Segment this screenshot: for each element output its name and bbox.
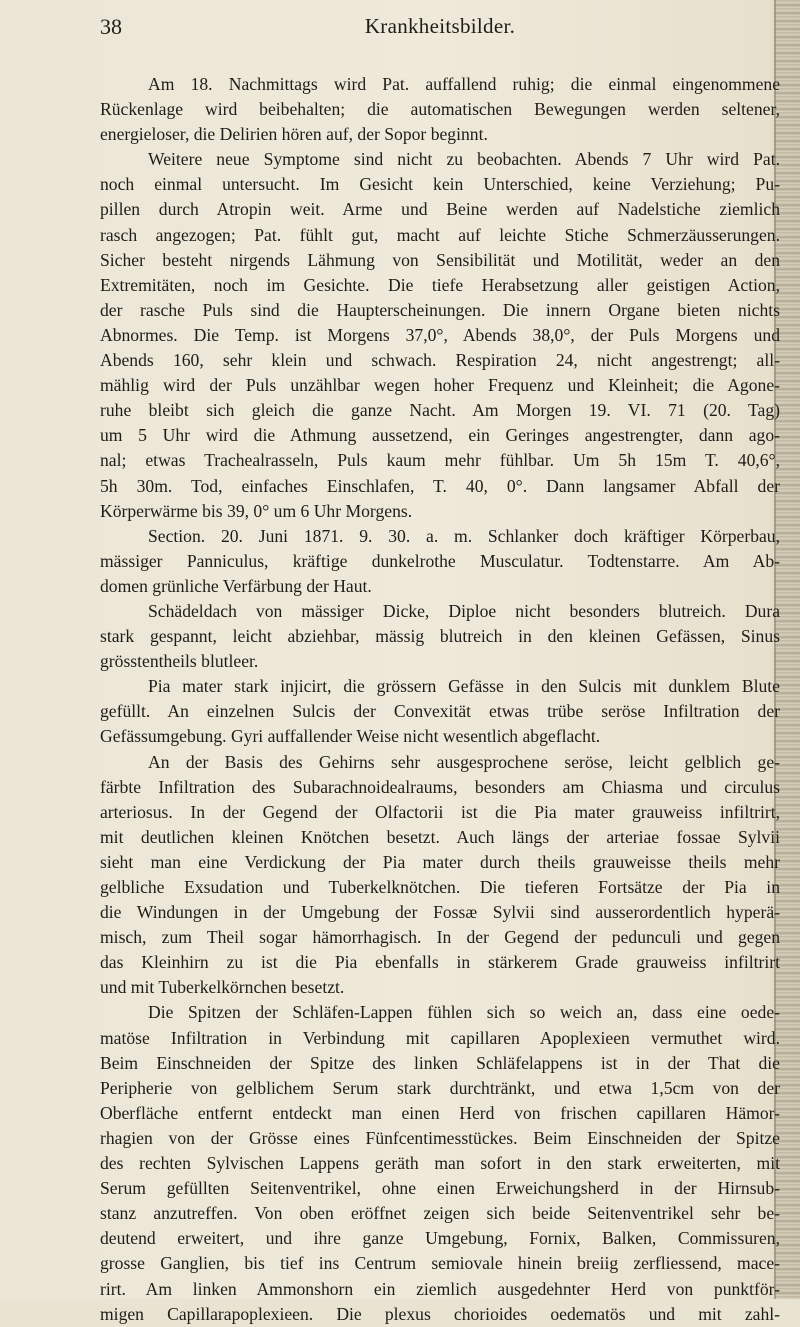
text-line: deutend erweitert, und ihre ganze Umgebung, Fornix, Balken, Commissuren, bbox=[100, 1228, 780, 1249]
text-line: Section. 20. Juni 1871. 9. 30. a. m. Schlanker doch kräftiger Körperbau, bbox=[148, 525, 780, 546]
text-line: 5h 30m. Tod, einfaches Einschlafen, T. 40, 0°. Dann langsamer Abfall der bbox=[100, 475, 780, 496]
text-line: Die Spitzen der Schläfen-Lappen fühlen sich so weich an, dass eine oede- bbox=[148, 1002, 780, 1023]
text-line: arteriosus. In der Gegend der Olfactorii ist die Pia mater grauweiss infiltrirt, bbox=[100, 801, 780, 822]
text-line: energieloser, die Delirien hören auf, der Sopor beginnt. bbox=[100, 124, 488, 145]
text-line: rasch angezogen; Pat. fühlt gut, macht auf leichte Stiche Schmerzäusserungen. bbox=[100, 224, 780, 245]
text-line: Schädeldach von mässiger Dicke, Diploe nicht besonders blutreich. Dura bbox=[148, 600, 780, 621]
text-line: des rechten Sylvischen Lappens geräth man sofort in den stark erweiterten, mit bbox=[100, 1153, 780, 1174]
text-line: matöse Infiltration in Verbindung mit capillaren Apoplexieen vermuthet wird. bbox=[100, 1027, 780, 1048]
text-line: misch, zum Theil sogar hämorrhagisch. In der Gegend der pedunculi und gegen bbox=[100, 927, 780, 948]
text-line: Rückenlage wird beibehalten; die automatischen Bewegungen werden seltener, bbox=[100, 99, 780, 120]
text-line: der rasche Puls sind die Haupterscheinungen. Die innern Organe bieten nichts bbox=[100, 299, 780, 320]
text-line: ruhe bleibt sich gleich die ganze Nacht. Am Morgen 19. VI. 71 (20. Tag) bbox=[100, 400, 780, 421]
text-line: migen Capillarapoplexieen. Die plexus chorioides oedematös und mit zahl- bbox=[100, 1303, 780, 1324]
text-line: Serum gefüllten Seitenventrikel, ohne einen Erweichungsherd in der Hirnsub- bbox=[100, 1178, 780, 1199]
text-line: mit deutlichen kleinen Knötchen besetzt. Auch längs der arteriae fossae Sylvii bbox=[100, 826, 780, 847]
text-line: stark gespannt, leicht abziehbar, mässig blutreich in den kleinen Gefässen, Sinus bbox=[100, 626, 780, 647]
text-line: rirt. Am linken Ammonshorn ein ziemlich ausgedehnter Herd von punktför- bbox=[100, 1278, 780, 1299]
text-line: um 5 Uhr wird die Athmung aussetzend, ein Geringes angestrengter, dann ago- bbox=[100, 425, 780, 446]
text-line: Am 18. Nachmittags wird Pat. auffallend ruhig; die einmal eingenommene bbox=[148, 74, 780, 94]
text-line: nal; etwas Trachealrasseln, Puls kaum mehr fühlbar. Um 5h 15m T. 40,6°, bbox=[100, 450, 780, 471]
text-line: pillen durch Atropin weit. Arme und Beine werden auf Nadelstiche ziemlich bbox=[100, 199, 780, 220]
text-line: noch einmal untersucht. Im Gesicht kein Unterschied, keine Verziehung; Pu- bbox=[100, 174, 780, 195]
text-line: färbte Infiltration des Subarachnoidealraums, besonders am Chiasma und circulus bbox=[100, 776, 780, 797]
text-line: Abends 160, sehr klein und schwach. Respiration 24, nicht angestrengt; all- bbox=[100, 350, 780, 371]
text-line: sieht man eine Verdickung der Pia mater durch theils grauweisse theils mehr bbox=[100, 851, 780, 872]
text-line: gefüllt. An einzelnen Sulcis der Convexität etwas trübe seröse Infiltration der bbox=[100, 701, 780, 722]
text-line: stanz anzutreffen. Von oben eröffnet zeigen sich beide Seitenventrikel sehr be- bbox=[100, 1203, 780, 1224]
text-line: grösstentheils blutleer. bbox=[100, 651, 259, 672]
text-line: Weitere neue Symptome sind nicht zu beobachten. Abends 7 Uhr wird Pat. bbox=[148, 149, 780, 170]
text-line: Körperwärme bis 39, 0° um 6 Uhr Morgens. bbox=[100, 500, 413, 521]
text-line: Extremitäten, noch im Gesichte. Die tiefe Herabsetzung aller geistigen Action, bbox=[100, 274, 780, 295]
text-line: domen grünliche Verfärbung der Haut. bbox=[100, 575, 372, 596]
text-line: Peripherie von gelblichem Serum stark durchtränkt, und etwa 1,5cm von der bbox=[100, 1077, 780, 1098]
text-line: grosse Ganglien, bis tief ins Centrum semiovale hinein breiig zerfliessend, mace- bbox=[100, 1253, 780, 1274]
text-line: Sicher besteht nirgends Lähmung von Sensibilität und Motilität, weder an den bbox=[100, 249, 780, 270]
text-line: mählig wird der Puls unzählbar wegen hoher Frequenz und Kleinheit; die Agone- bbox=[100, 375, 780, 396]
page-header bbox=[100, 14, 780, 46]
running-head: Krankheitsbilder. bbox=[364, 14, 516, 38]
text-line: gelbliche Exsudation und Tuberkelknötchen. Die tieferen Fortsätze der Pia in bbox=[100, 877, 780, 897]
text-line: und mit Tuberkelkörnchen besetzt. bbox=[100, 977, 345, 998]
page-number: 38 bbox=[100, 14, 122, 39]
text-line: Oberfläche entfernt entdeckt man einen Herd von frischen capillaren Hämor- bbox=[100, 1102, 780, 1123]
text-line: Pia mater stark injicirt, die grössern Gefässe in den Sulcis mit dunklem Blute bbox=[148, 676, 780, 697]
text-line: An der Basis des Gehirns sehr ausgesprochene seröse, leicht gelblich ge- bbox=[148, 751, 780, 772]
body-text bbox=[100, 72, 780, 1327]
text-line: rhagien von der Grösse eines Fünfcentimesstückes. Beim Einschneiden der Spitze bbox=[100, 1127, 780, 1148]
text-line: das Kleinhirn zu ist die Pia ebenfalls in stärkerem Grade grauweiss infiltrirt bbox=[100, 952, 780, 973]
text-line: die Windungen in der Umgebung der Fossæ Sylvii sind ausserordentlich hyperä- bbox=[100, 902, 780, 923]
text-line: Beim Einschneiden der Spitze des linken Schläfelappens ist in der That die bbox=[100, 1052, 780, 1073]
text-line: Gefässumgebung. Gyri auffallender Weise nicht wesentlich abgeflacht. bbox=[100, 726, 601, 747]
text-line: mässiger Panniculus, kräftige dunkelrothe Musculatur. Todtenstarre. Am Ab- bbox=[100, 550, 780, 571]
text-line: Abnormes. Die Temp. ist Morgens 37,0°, Abends 38,0°, der Puls Morgens und bbox=[100, 324, 780, 345]
